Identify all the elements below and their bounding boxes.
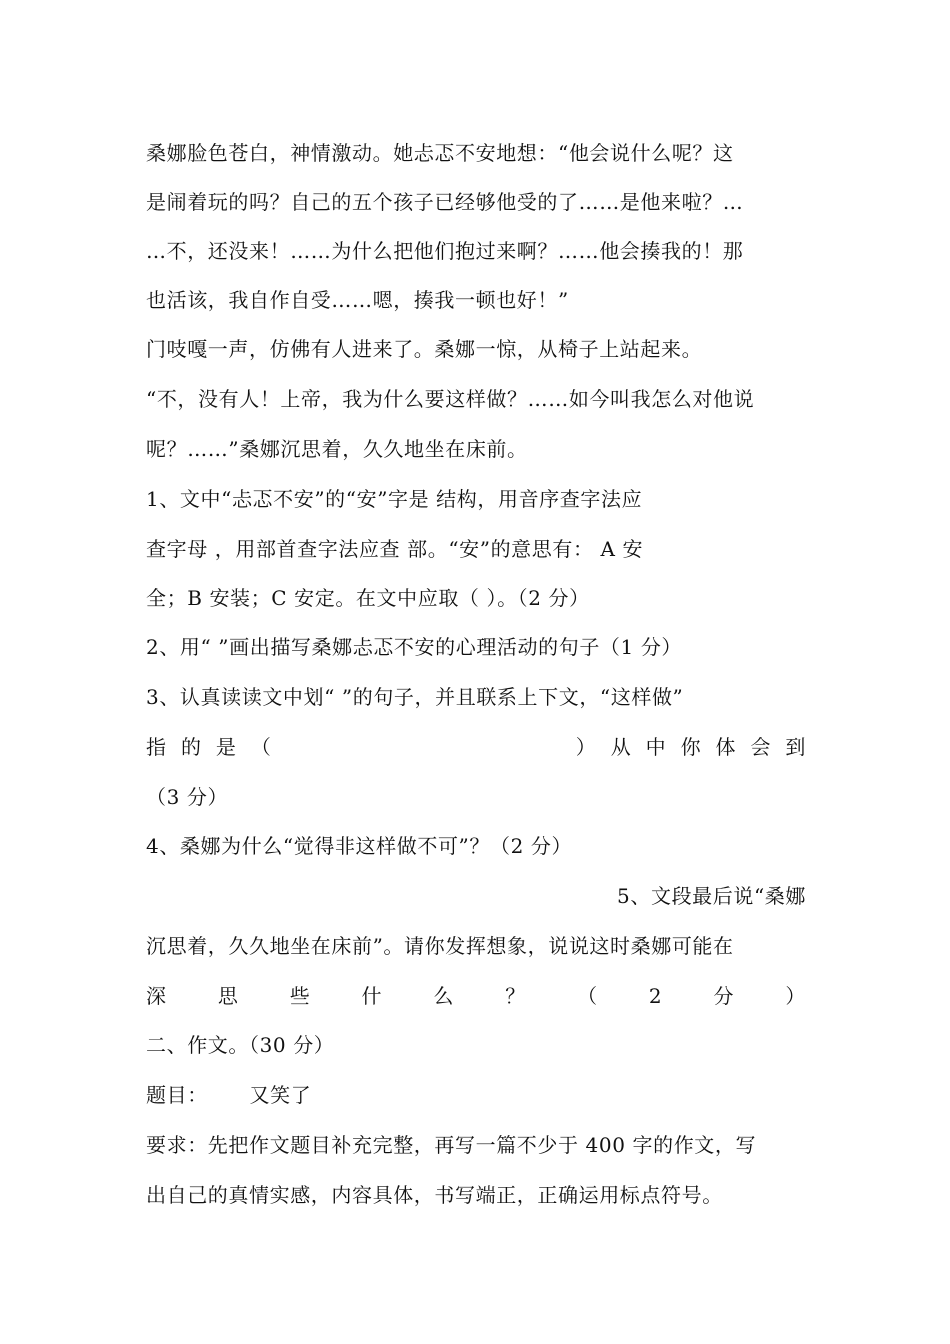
question-3-justified-line [146,734,806,760]
q5-char: 思 [217,984,239,1008]
composition-requirement-line: 出自己的真情实感，内容具体，书写端正，正确运用标点符号。 [146,1183,723,1207]
question-1-line: 1、文中“忐忑不安”的“安”字是 结构，用音序查字法应 [146,487,643,511]
q3-char: 到 [785,735,806,759]
q3-char: 的 [180,735,202,759]
passage-line: 呢？……”桑娜沉思着，久久地坐在床前。 [146,437,528,461]
composition-heading: 二、作文。（30 分） [146,1033,335,1057]
passage-line: 也活该，我自作自受……嗯，揍我一顿也好！” [146,288,569,312]
question-4: 4、桑娜为什么“觉得非这样做不可”？（2 分） [146,834,573,858]
q3-char: （ [250,735,272,759]
q3-char: 从 [610,735,632,759]
q3-char: ） [575,735,597,759]
q5-char: ？ [505,984,526,1008]
q3-char: 指 [146,735,167,759]
q5-char: 么 [433,984,454,1008]
passage-line: …不，还没来！……为什么把他们抱过来啊？……他会揍我的！那 [146,239,744,263]
question-5-line: 沉思着，久久地坐在床前”。请你发挥想象，说说这时桑娜可能在 [146,934,734,958]
question-5-line: 5、文段最后说“桑娜 [617,884,806,908]
q5-char: ） [785,984,806,1008]
q3-char: 中 [645,735,667,759]
passage-line: 桑娜脸色苍白，神情激动。她忐忑不安地想：“他会说什么呢？这 [146,141,734,165]
q3-char: 是 [215,735,237,759]
question-3-line: （3 分） [146,785,229,809]
q5-char: 什 [361,984,383,1008]
q3-char: 会 [750,735,772,759]
q5-char: （ [577,984,598,1008]
q5-char: 分 [713,984,735,1008]
q5-char: 2 [648,984,663,1008]
question-2: 2、用“ ”画出描写桑娜忐忑不安的心理活动的句子（1 分） [146,635,683,659]
composition-requirement-line: 要求：先把作文题目补充完整，再写一篇不少于 400 字的作文，写 [146,1133,757,1157]
q3-char: 你 [680,735,702,759]
q5-char: 深 [146,984,167,1008]
composition-title: 题目： 又笑了 [146,1083,312,1107]
passage-line: 门吱嘎一声，仿佛有人进来了。桑娜一惊，从椅子上站起来。 [146,337,703,361]
q5-char: 些 [289,984,311,1008]
passage-line: “不，没有人！上帝，我为什么要这样做？……如今叫我怎么对他说 [146,387,755,411]
question-1-line: 查字母 ，用部首查字法应查 部。“安”的意思有： A 安 [146,537,644,561]
passage-line: 是闹着玩的吗？自己的五个孩子已经够他受的了……是他来啦？… [146,190,744,214]
question-3-line: 3、认真读读文中划“ ”的句子，并且联系上下文，“这样做” [146,685,684,709]
question-1-line: 全；B 安装；C 安定。在文中应取（ ）。（2 分） [146,586,590,610]
question-5-justified-line [146,983,806,1009]
q3-char: 体 [715,735,737,759]
